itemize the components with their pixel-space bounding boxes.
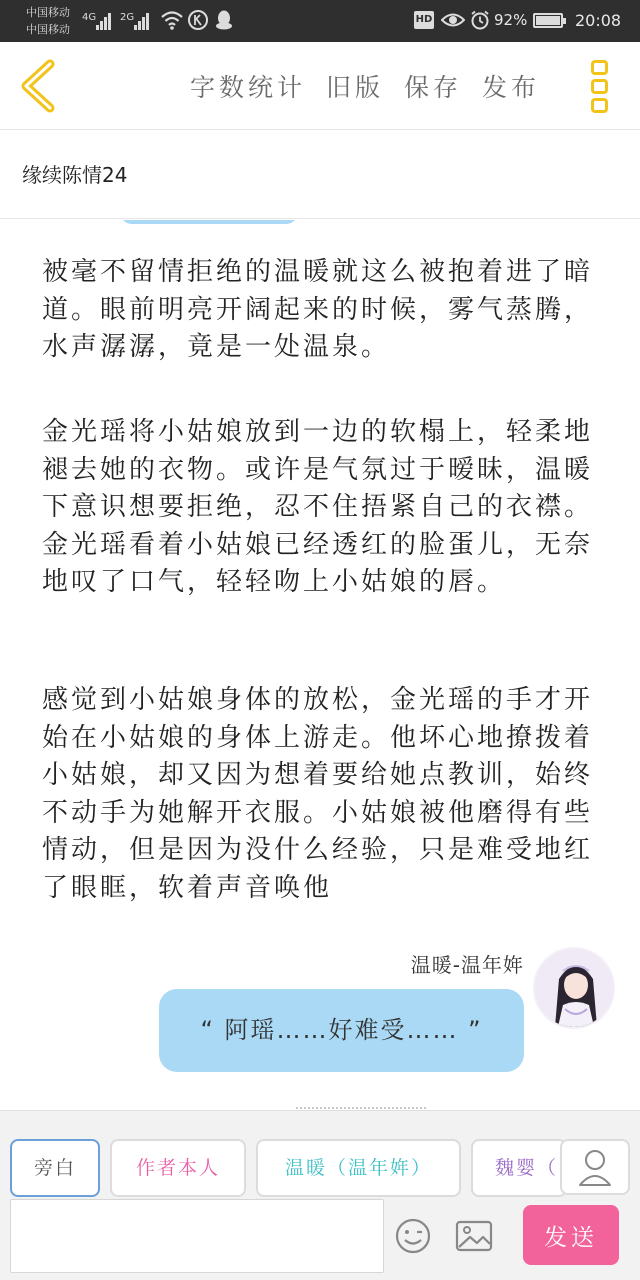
top-toolbar <box>0 42 640 130</box>
battery-percent: 92% <box>494 11 528 29</box>
emoji-icon[interactable] <box>394 1217 432 1255</box>
image-icon[interactable] <box>455 1219 493 1253</box>
publish-button[interactable]: 发布 <box>482 73 541 102</box>
wifi-icon <box>160 9 184 31</box>
speaker-avatar[interactable] <box>533 947 615 1029</box>
clock: 20:08 <box>575 11 622 30</box>
network-1-label: 4G <box>82 12 97 23</box>
status-bar <box>0 0 640 42</box>
back-chevron-icon[interactable] <box>14 56 64 116</box>
role-selector <box>0 1139 640 1197</box>
story-content <box>0 220 640 1110</box>
editor-panel <box>0 1110 640 1280</box>
previous-dialogue-bubble <box>120 220 298 224</box>
qq-icon <box>214 9 234 31</box>
narration-paragraph-3: 感觉到小姑娘身体的放松，金光瑶的手才开始在小姑娘的身体上游走。他坏心地撩拨着小姑娘，却又因为想着要给她点教训，始终不动手为她解开衣服。小姑娘被他磨得有些情动，但是因为没什么经验，只是难受地红了眼眶，软着声音唤他 <box>42 685 594 903</box>
character-portrait-icon <box>535 949 615 1029</box>
role-author[interactable]: 作者本人 <box>110 1139 246 1197</box>
role-weiying[interactable]: 魏婴（ <box>471 1139 567 1197</box>
toolbar-actions <box>190 68 560 104</box>
signal-1-icon <box>96 12 116 30</box>
old-version-button[interactable]: 旧版 <box>326 73 385 102</box>
content-input[interactable] <box>10 1199 384 1273</box>
eye-comfort-icon <box>441 11 465 29</box>
more-menu-icon[interactable] <box>588 56 612 116</box>
narration-paragraph-2: 金光瑶将小姑娘放到一边的软榻上，轻柔地褪去她的衣物。或许是气氛过于暧昧，温暖下意识想要拒绝，忍不住捂紧自己的衣襟。金光瑶看着小姑娘已经透红的脸蛋儿，无奈地叹了口气，轻轻吻上小姑娘的唇。 <box>42 417 594 597</box>
alarm-icon <box>470 10 490 30</box>
hd-badge: HD <box>414 11 434 29</box>
network-2-label: 2G <box>120 12 135 23</box>
person-icon <box>562 1141 628 1193</box>
role-narration[interactable]: 旁白 <box>10 1139 100 1197</box>
word-count-button[interactable]: 字数统计 <box>190 73 307 102</box>
chapter-title[interactable]: 缘续陈情24 <box>0 131 640 219</box>
carrier-2: 中国移动 <box>26 23 70 36</box>
save-button[interactable]: 保存 <box>404 73 463 102</box>
send-button[interactable]: 发送 <box>523 1205 619 1265</box>
dialogue-bubble[interactable]: “ 阿瑶……好难受…… ” <box>159 989 524 1072</box>
k-app-icon <box>187 9 209 31</box>
carrier-1: 中国移动 <box>26 6 70 19</box>
battery-icon <box>533 13 563 28</box>
signal-2-icon <box>134 12 154 30</box>
add-role-button[interactable] <box>560 1139 630 1195</box>
carrier-labels <box>26 4 70 38</box>
role-wennuan[interactable]: 温暖（温年姩） <box>256 1139 461 1197</box>
dialogue-speaker-name: 温暖-温年姩 <box>410 953 524 977</box>
narration-paragraph-1: 被毫不留情拒绝的温暖就这么被抱着进了暗道。眼前明亮开阔起来的时候，雾气蒸腾，水声潺潺，竟是一处温泉。 <box>42 257 594 362</box>
